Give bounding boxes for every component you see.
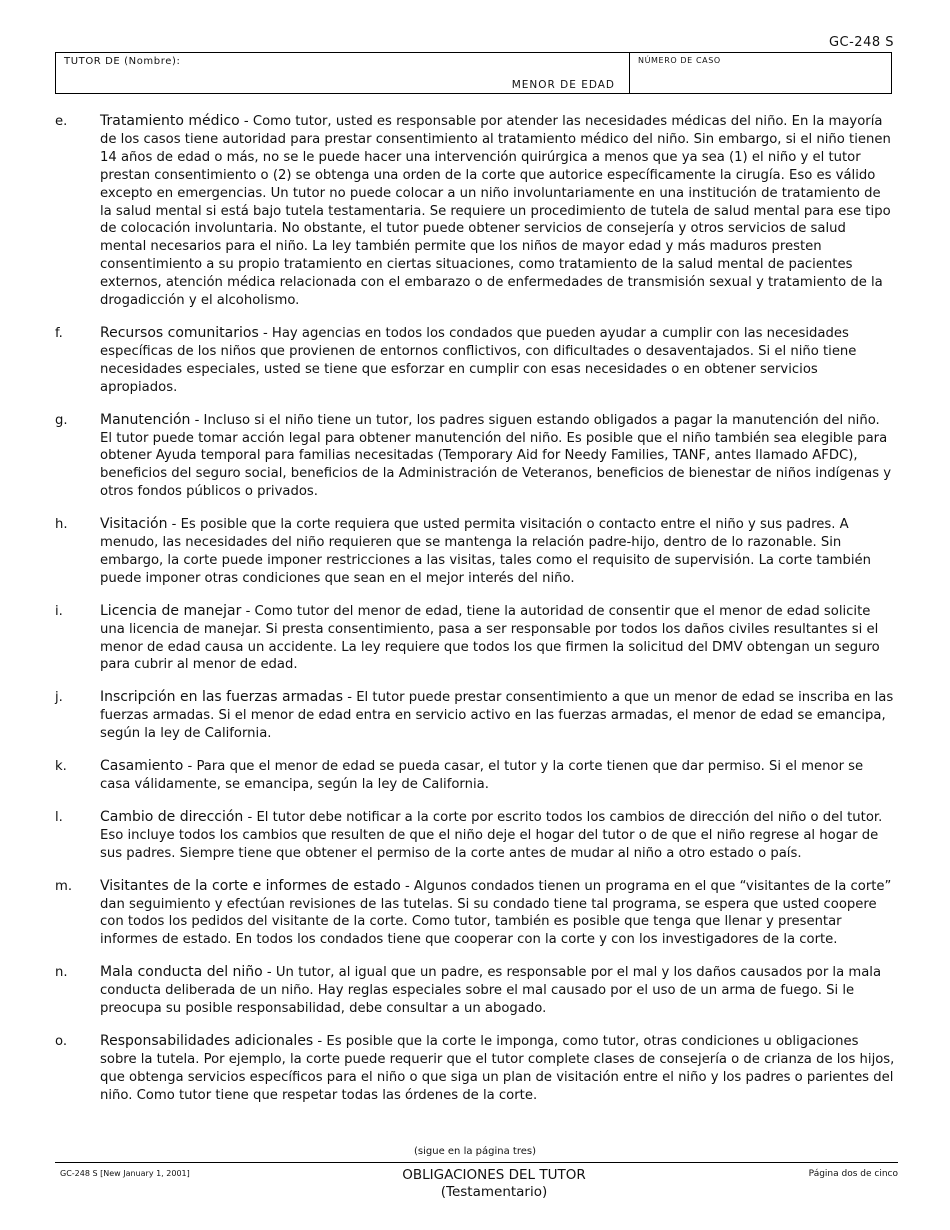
item-title: Mala conducta del niño: [100, 964, 263, 981]
item-letter: h.: [55, 517, 68, 533]
list-item: [55, 516, 895, 588]
item-text: - Algunos condados tienen un programa en el que “visitantes de la corte” dan seguimiento y efectúan revisiones de las tutelas. Si su condado tiene tal programa, se espera que usted coopere con todos los pedidos del visitante de la corte. Como tutor, también es posible que tenga que llenar y presentar informes de estado. En todos los condados tiene que cooperar con la corte y con los investigadores de la corte.: [100, 878, 892, 948]
guardian-of-field[interactable]: [56, 53, 630, 93]
item-letter: n.: [55, 965, 68, 981]
case-number-field[interactable]: [630, 53, 891, 93]
list-item: [55, 325, 895, 397]
item-text: - Como tutor, usted es responsable por atender las necesidades médicas del niño. En la mayoría de los casos tiene autoridad para prestar consentimiento al tratamiento médico del niño. Sin embargo, si el niño tienen 14 años de edad o más, no se le puede hacer una intervención quirúrgica a menos que ya sea (1) el niño y el tutor prestan consentimiento o (2) se obtenga una orden de la corte que autorice específicamente la cirugía. Eso es válido excepto en emergencias. Un tutor no puede colocar a un niño involuntariamente en una institución de tratamiento de la salud mental si está bajo tutela testamentaria. Se requiere un procedimiento de tutela de salud mental para ese tipo de colocación involuntaria. No obstante, el tutor puede obtener servicios de consejería y otros servicios de salud mental necesarios para el niño. La ley también permite que los niños de mayor edad y más maduros presten consentimiento a su propio tratamiento en ciertas situaciones, como tratamiento de la salud mental de pacientes externos, atención médica relacionada con el embarazo o de enfermedades de transmisión sexual y tratamiento de la drogadicción y el alcoholismo.: [100, 114, 891, 309]
item-title: Inscripción en las fuerzas armadas: [100, 689, 344, 706]
item-title: Licencia de manejar: [100, 602, 242, 619]
item-letter: l.: [55, 809, 63, 825]
item-title: Tratamiento médico: [100, 113, 240, 129]
case-number-label: NÚMERO DE CASO: [638, 56, 721, 65]
item-letter: k.: [55, 759, 67, 775]
item-text: - Es posible que la corte le imponga, como tutor, otras condiciones u obligaciones sobre la tutela. Por ejemplo, la corte puede requerir que el tutor complete clases de consejería o de crianza de los hijos, que obtenga servicios específicos para el niño o que siga un plan de visitación entre el niño y los padres o parientes del niño. Como tutor tiene que respetar todas las órdenes de la corte.: [100, 1033, 895, 1103]
case-header-box: [55, 52, 892, 94]
item-title: Casamiento: [100, 758, 184, 775]
item-text: - Un tutor, al igual que un padre, es responsable por el mal y los daños causados por la mala conducta deliberada de un niño. Hay reglas especiales sobre el mal causado por el uso de un arma de fuego. Si le preocupa su posible responsabilidad, debe consultar a un abogado.: [100, 965, 882, 1017]
form-revision: GC-248 S [New January 1, 2001]: [60, 1169, 190, 1178]
document-title-line1: OBLIGACIONES DEL TUTOR: [402, 1167, 586, 1183]
item-title: Cambio de dirección: [100, 808, 244, 825]
item-text: - Para que el menor de edad se pueda casar, el tutor y la corte tienen que dar permiso. Si el menor se casa válidamente, se emancipa, según la ley de California.: [100, 759, 864, 792]
item-letter: j.: [55, 690, 63, 706]
item-text: - El tutor debe notificar a la corte por escrito todos los cambios de dirección del niño o del tutor. Eso incluye todos los cambios que resulten de que el niño deje el hogar del tutor o de que el niño regrese al hogar de sus padres. Siempre tiene que obtener el permiso de la corte antes de mudar al niño a otro estado o país.: [100, 809, 883, 861]
minor-label: MENOR DE EDAD: [511, 79, 615, 91]
form-id: GC-248 S: [828, 35, 894, 50]
item-letter: i.: [55, 603, 63, 619]
list-item: [55, 412, 895, 502]
item-text: - Como tutor del menor de edad, tiene la autoridad de consentir que el menor de edad solicite una licencia de manejar. Si presta consentimiento, pasa a ser responsable por todos los daños civiles resultantes si el menor de edad causa un accidente. La ley requiere que todos los que firmen la solicitud del DMV obtengan un seguro para cubrir al menor de edad.: [100, 603, 880, 673]
document-title: [0, 1167, 950, 1201]
list-item: [55, 878, 895, 950]
list-item: [55, 1033, 895, 1105]
document-title-line2: (Testamentario): [440, 1184, 548, 1200]
item-text: - Es posible que la corte requiera que usted permita visitación o contacto entre el niño y sus padres. A menudo, las necesidades del niño requieren que se mantenga la relación padre-hijo, dentro de lo razonable. Sin embargo, la corte puede imponer restricciones a las visitas, tales como el requisito de supervisión. La corte también puede imponer otras condiciones que sean en el mejor interés del niño.: [100, 517, 872, 586]
item-title: Manutención: [100, 411, 191, 428]
continued-note: (sigue en la página tres): [414, 1146, 536, 1157]
page-number: Página dos de cinco: [808, 1169, 898, 1179]
list-item: [55, 964, 895, 1018]
list-item: [55, 758, 895, 794]
item-letter: o.: [55, 1033, 68, 1049]
item-letter: g.: [55, 412, 68, 428]
item-letter: m.: [55, 878, 73, 894]
guardian-of-label: TUTOR DE (Nombre):: [64, 56, 181, 67]
item-title: Visitación: [100, 516, 168, 533]
item-title: Responsabilidades adicionales: [100, 1032, 314, 1049]
item-title: Visitantes de la corte e informes de estado: [100, 877, 401, 894]
list-item: [55, 689, 895, 743]
item-letter: f.: [55, 325, 63, 341]
duties-list: [55, 113, 895, 1120]
item-text: - Hay agencias en todos los condados que pueden ayudar a cumplir con las necesidades específicas de los niños que provienen de entornos conflictivos, con dificultades o desaventajados. Si el niño tiene necesidades especiales, usted se tiene que esforzar en cumplir con esas necesidades o en obtener servicios apropiados.: [100, 325, 857, 395]
list-item: [55, 113, 895, 310]
footer-divider: [55, 1162, 898, 1163]
item-letter: e.: [55, 114, 68, 129]
list-item: [55, 809, 895, 863]
list-item: [55, 603, 895, 675]
item-text: - El tutor puede prestar consentimiento a que un menor de edad se inscriba en las fuerzas armadas. Si el menor de edad entra en servicio activo en las fuerzas armadas, el menor de edad se emancipa, según la ley de California.: [100, 690, 894, 742]
item-title: Recursos comunitarios: [100, 324, 259, 341]
item-text: - Incluso si el niño tiene un tutor, los padres siguen estando obligados a pagar la manutención del niño. El tutor puede tomar acción legal para obtener manutención del niño. Es posible que el niño también sea elegible para obtener Ayuda temporal para familias necesitadas (Temporary Aid for Needy Families, TANF, antes llamado AFDC), beneficios del seguro social, beneficios de la Administración de Veteranos, beneficios de bienestar de niños indígenas y otros fondos públicos o privados.: [100, 412, 892, 500]
